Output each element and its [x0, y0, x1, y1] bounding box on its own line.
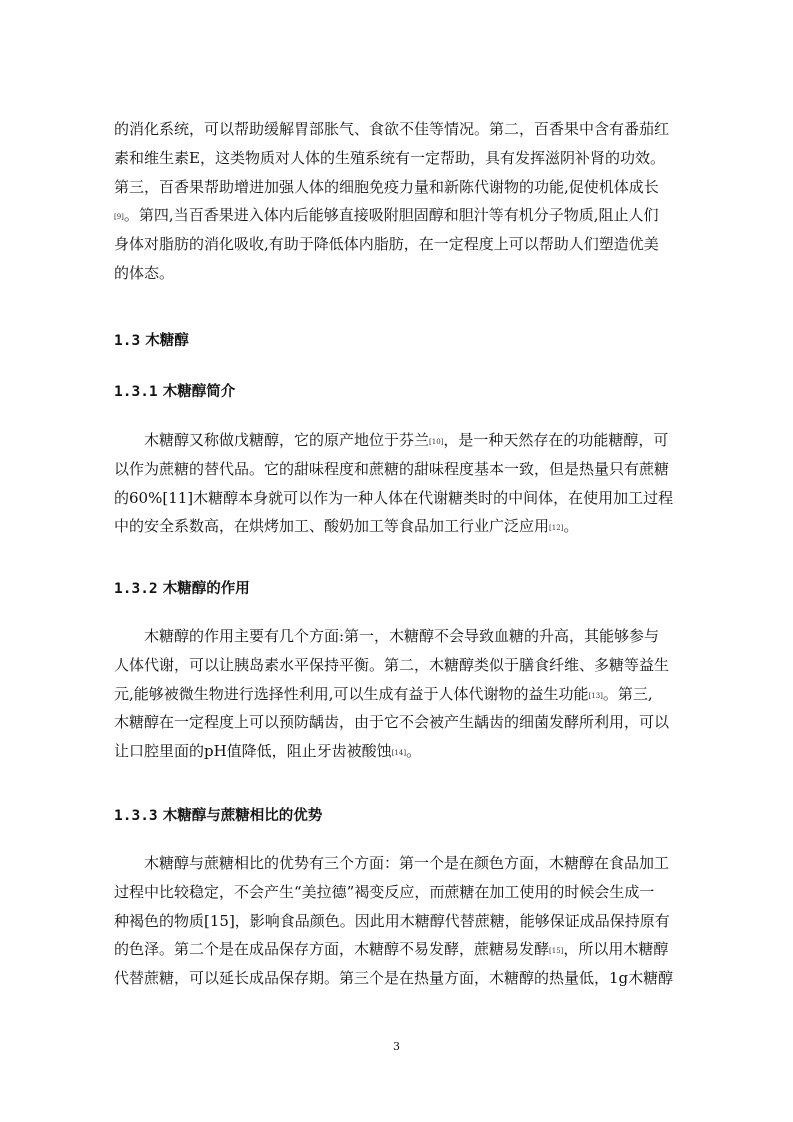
text-line: 人体代谢，可以让胰岛素水平保持平衡。第二，木糖醇类似于膳食纤维、多糖等益生 — [114, 655, 670, 674]
citation-ref: [10] — [429, 438, 444, 446]
section-number: 1.3.1 — [114, 384, 158, 400]
text-line: 的消化系统，可以帮助缓解胃部胀气、食欲不佳等情况。第二，百香果中含有番茄红 — [114, 120, 670, 138]
text-line — [114, 512, 700, 541]
text-segment: 中的安全系数高，在烘烤加工、酸奶加工等食品加工行业广泛应用 — [114, 517, 550, 536]
section-heading-1-3-1 — [114, 380, 235, 401]
section-title: 木糖醇简介 — [162, 384, 236, 400]
section-title: 木糖醇的作用 — [162, 581, 250, 597]
text-line: 代替蔗糖，可以延长成品保存期。第三个是在热量方面，木糖醇的热量低，1g木糖醇 — [114, 969, 674, 988]
text-line — [114, 737, 700, 766]
paragraph-passion-fruit-benefits — [114, 115, 700, 288]
section-number: 1.3.3 — [114, 808, 158, 824]
paragraph-xylitol-intro — [114, 426, 700, 541]
text-line: 的60%[11]木糖醇本身就可以作为一种人体在代谢糖类时的中间体，在使用加工过程 — [114, 488, 674, 507]
page-number: 3 — [393, 1040, 400, 1053]
section-title: 木糖醇 — [145, 333, 189, 349]
text-line: 木糖醇在一定程度上可以预防龋齿，由于它不会被产生龋齿的细菌发酵所利用，可以 — [114, 713, 670, 732]
section-title: 木糖醇与蔗糖相比的优势 — [162, 808, 323, 824]
paragraph-xylitol-vs-sucrose — [114, 849, 700, 993]
text-segment: 让口腔里面的pH值降低，阻止牙齿被酸蚀 — [114, 742, 392, 761]
citation-ref: [9] — [114, 213, 124, 222]
text-segment: 。 — [563, 517, 579, 536]
text-line: 木糖醇的作用主要有几个方面:第一，木糖醇不会导致血糖的升高，其能够参与 — [114, 627, 660, 645]
text-line — [114, 935, 700, 964]
text-line — [114, 680, 700, 709]
text-segment: ，是一种天然存在的功能糖醇，可 — [443, 431, 669, 449]
text-line: 木糖醇与蔗糖相比的优势有三个方面：第一个是在颜色方面，木糖醇在食品加工 — [114, 854, 670, 872]
text-segment: 的色泽。第二个是在成品保存方面，木糖醇不易发酵，蔗糖易发酵 — [114, 940, 550, 959]
text-segment: 。第三, — [602, 684, 653, 703]
text-line: 以作为蔗糖的替代品。它的甜味程度和蔗糖的甜味程度基本一致，但是热量只有蔗糖 — [114, 459, 670, 478]
text-segment: 元,能够被微生物进行选择性利用,可以生成有益于人体代谢物的益生功能 — [114, 684, 589, 703]
section-number: 1.3 — [114, 333, 141, 349]
text-line: 第三，百香果帮助增进加强人体的细胞免疫力量和新陈代谢物的功能,促使机体成长 — [114, 177, 659, 196]
section-heading-1-3-2 — [114, 577, 250, 598]
citation-ref: [15] — [549, 947, 564, 956]
text-line: 身体对脂肪的消化吸收,有助于降低体内脂肪，在一定程度上可以帮助人们塑造优美 — [114, 235, 659, 254]
citation-ref: [14] — [391, 749, 407, 758]
text-segment: ，所以用木糖醇 — [563, 940, 669, 959]
citation-ref: [12] — [549, 524, 564, 533]
text-line: 素和维生素E，这类物质对人体的生殖系统有一定帮助，具有发挥滋阴补肾的功效。 — [114, 148, 665, 167]
text-line: 过程中比较稳定，不会产生“美拉德”褐变反应，而蔗糖在加工使用的时候会生成一 — [114, 882, 655, 901]
text-segment: 。 — [406, 742, 422, 761]
citation-ref: [13] — [588, 691, 603, 700]
section-number: 1.3.2 — [114, 581, 158, 597]
section-heading-1-3-3 — [114, 804, 322, 825]
paragraph-xylitol-functions — [114, 622, 700, 766]
text-line — [114, 201, 700, 230]
text-segment: 。第四,当百香果进入体内后能够直接吸附胆固醇和胆汁等有机分子物质,阻止人们 — [123, 206, 659, 225]
text-line: 种褐色的物质[15]，影响食品颜色。因此用木糖醇代替蔗糖，能够保证成品保持原有 — [114, 911, 670, 930]
section-heading-1-3 — [114, 329, 189, 350]
text-line: 的体态。 — [114, 263, 175, 282]
text-line — [114, 426, 700, 455]
text-segment: 木糖醇又称做戊糖醇，它的原产地位于芬兰 — [114, 431, 430, 449]
